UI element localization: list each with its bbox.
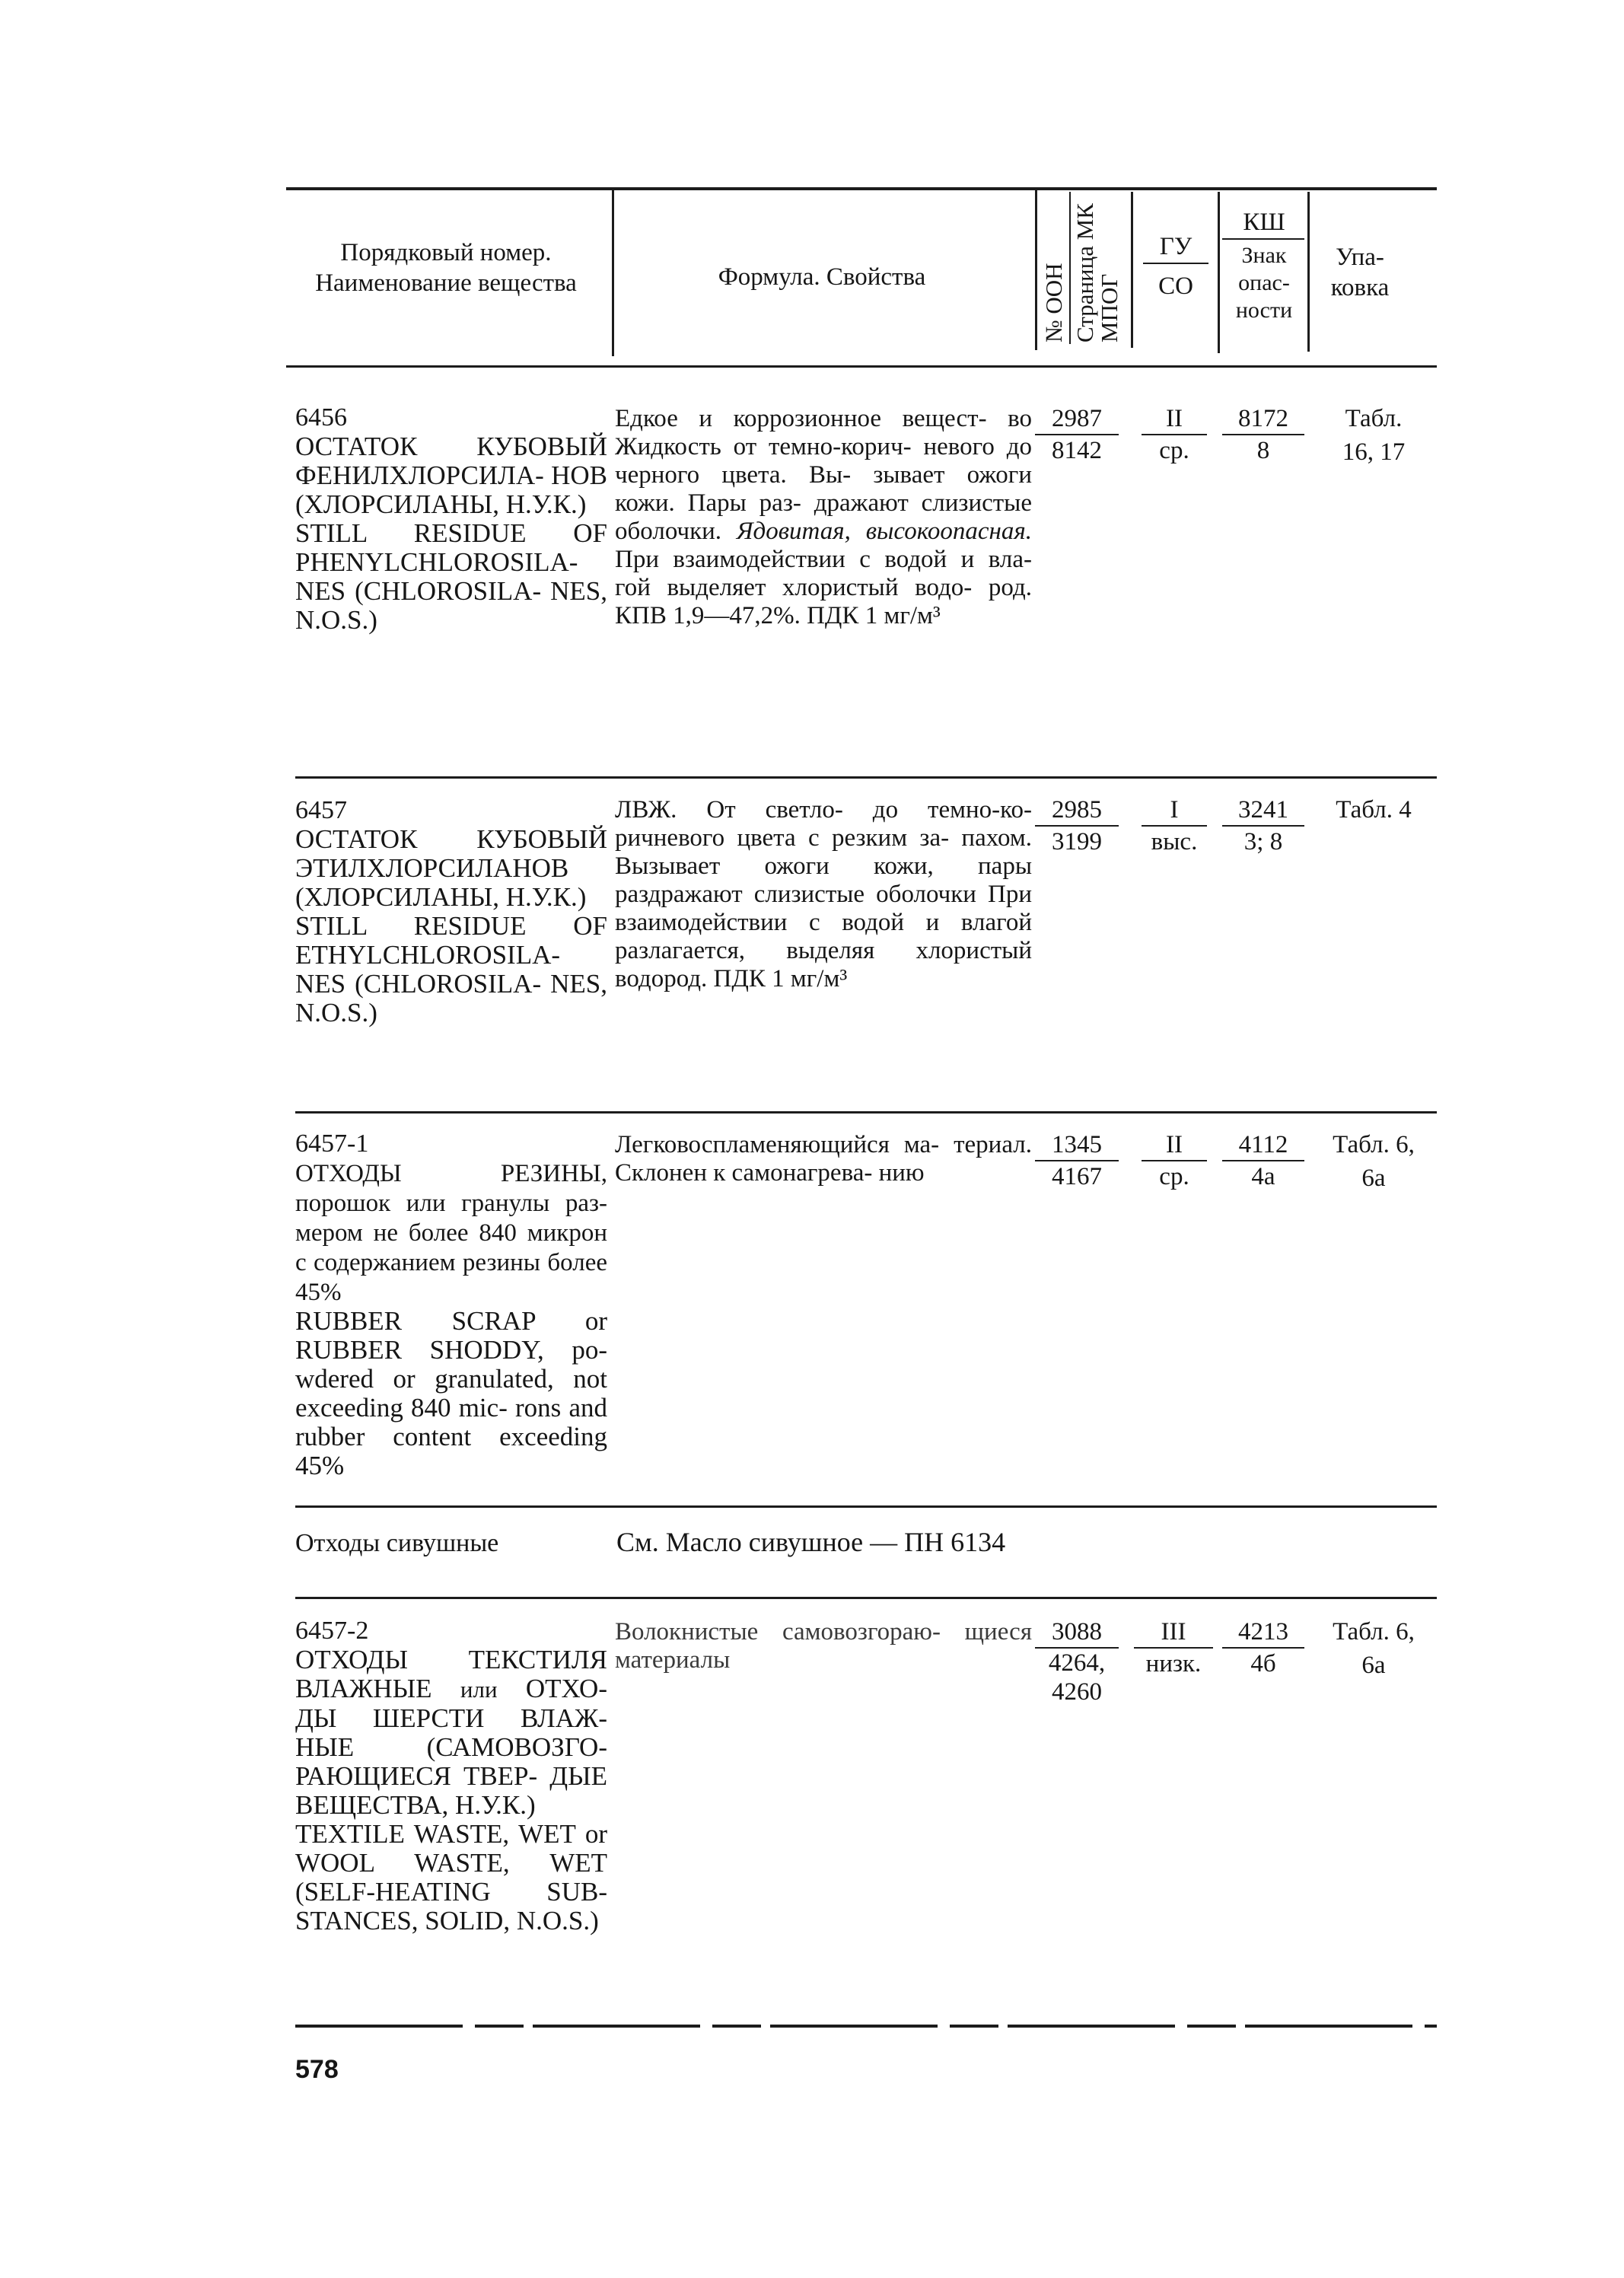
header-formula: Формула. Свойства <box>718 263 926 291</box>
so-value: ср. <box>1159 437 1189 464</box>
entry-name <box>295 403 607 635</box>
header-sign: Знак опас- ности <box>1235 243 1293 323</box>
header-divider <box>1218 192 1220 353</box>
entry-name-or: или <box>431 1676 526 1703</box>
packing: Табл. 6, 6а <box>1333 1131 1415 1192</box>
entry-name <box>295 796 607 1027</box>
header-ksh-rule <box>1222 238 1304 240</box>
un-page-fraction <box>1035 1617 1119 1706</box>
entry-number: 6457-2 <box>295 1617 369 1645</box>
un-number: 3088 <box>1035 1617 1119 1649</box>
packing: Табл. 16, 17 <box>1342 405 1406 466</box>
mk-page: 3199 <box>1052 828 1102 855</box>
page-number: 578 <box>295 2055 339 2084</box>
header-un: № ООН <box>1040 263 1067 342</box>
entry-name-ru: ОТХОДЫ РЕЗИНЫ, <box>295 1160 607 1187</box>
gu-value: II <box>1142 403 1207 435</box>
hazard-sign: 4а <box>1251 1163 1275 1190</box>
ksh-value: 8172 <box>1222 403 1304 435</box>
ksh-value: 3241 <box>1222 795 1304 827</box>
entry-name-en: RUBBER SCRAP or RUBBER SHODDY, po- wdered or granulated, not exceeding 840 mic- rons and rubber content exceeding 45% <box>295 1306 607 1480</box>
gu-so-fraction <box>1142 795 1207 857</box>
un-page-fraction <box>1035 795 1119 857</box>
un-number: 1345 <box>1035 1129 1119 1161</box>
header-name: Порядковый номер. Наименование вещества <box>315 239 577 297</box>
gu-value: III <box>1134 1617 1213 1649</box>
header-gu: ГУ <box>1159 233 1193 260</box>
entry-name <box>295 1617 607 1936</box>
un-page-fraction <box>1035 1129 1119 1192</box>
gu-so-fraction <box>1142 403 1207 466</box>
gu-value: I <box>1142 795 1207 827</box>
ksh-sign-fraction <box>1222 795 1304 857</box>
header-page: Страница МК МПОГ <box>1072 203 1122 342</box>
entry-formula: Волокнистые самовозгораю- щиеся материалы <box>615 1618 1032 1674</box>
mk-page: 4167 <box>1052 1163 1102 1190</box>
entry-formula: Легковоспламеняющийся ма- териал. Склонен к самонагрева- нию <box>615 1131 1032 1187</box>
reference-text: См. Масло сивушное — ПН 6134 <box>616 1527 1006 1557</box>
mk-page: 4264, 4260 <box>1048 1649 1106 1706</box>
entry-number: 6456 <box>295 403 347 432</box>
un-number: 2985 <box>1035 795 1119 827</box>
hazard-sign: 4б <box>1250 1650 1276 1677</box>
entry-name-desc: порошок или гранулы раз- мером не более 840 микрон с содержанием резины более 45% <box>295 1190 607 1306</box>
gu-so-fraction <box>1142 1129 1207 1192</box>
ksh-sign-fraction <box>1222 403 1304 466</box>
so-value: ср. <box>1159 1163 1189 1190</box>
header-divider <box>1307 192 1310 352</box>
packing: Табл. 4 <box>1336 796 1412 824</box>
header-ksh: КШ <box>1243 209 1285 236</box>
header-divider <box>1131 192 1133 348</box>
hazard-sign: 8 <box>1256 437 1270 464</box>
un-page-fraction <box>1035 403 1119 466</box>
ksh-sign-fraction <box>1222 1617 1304 1679</box>
so-value: выс. <box>1151 828 1198 855</box>
entry-name-ru-alt: ОТХО- ДЫ ШЕРСТИ ВЛАЖ- НЫЕ (САМОВОЗГО- РАЮЩИЕСЯ ТВЕР- ДЫЕ ВЕЩЕСТВА, Н.У.К.) <box>295 1674 607 1820</box>
ksh-value: 4112 <box>1222 1129 1304 1161</box>
gu-so-fraction <box>1134 1617 1213 1679</box>
header-divider <box>612 190 614 356</box>
row-separator <box>295 776 1437 779</box>
entry-number: 6457 <box>295 796 347 824</box>
row-separator <box>295 1505 1437 1508</box>
header-gu-rule <box>1143 263 1208 264</box>
entry-name-en: TEXTILE WASTE, WET or WOOL WASTE, WET (SELF-HEATING SUB- STANCES, SOLID, N.O.S.) <box>295 1819 607 1936</box>
entry-name <box>295 1129 607 1480</box>
table-top-rule <box>286 187 1437 190</box>
row-separator <box>295 1111 1437 1114</box>
entry-number: 6457-1 <box>295 1129 369 1158</box>
entry-formula: Едкое и коррозионное вещест- во Жидкость от темно-корич- невого до черного цвета. Вы- зывает ожоги кожи. Пары раз- дражают слизистые оболочки. Ядовитая, высокоопасная. При взаимодействии с водой и вла- гой выделяет хлористый водо- род. КПВ 1,9—47,2%. ПДК 1 мг/м³ <box>615 405 1032 629</box>
header-so: СО <box>1158 272 1193 300</box>
header-divider <box>1069 192 1071 344</box>
reference-name: Отходы сивушные <box>295 1529 499 1557</box>
entry-name-en: STILL RESIDUE OF PHENYLCHLOROSILA- NES (CHLOROSILA- NES, N.O.S.) <box>295 518 607 635</box>
entry-name-en: STILL RESIDUE OF ETHYLCHLOROSILA- NES (CHLOROSILA- NES, N.O.S.) <box>295 911 607 1027</box>
un-number: 2987 <box>1035 403 1119 435</box>
header-divider <box>1035 190 1037 350</box>
table-bottom-rule <box>295 2025 1437 2028</box>
entry-name-ru: ОТХОДЫ ТЕКСТИЛЯ ВЛАЖНЫЕ <box>295 1645 607 1703</box>
entry-name-ru: ОСТАТОК КУБОВЫЙ ЭТИЛХЛОРСИЛАНОВ (ХЛОРСИЛАНЫ, Н.У.К.) <box>295 824 607 912</box>
header-pack: Упа- ковка <box>1330 244 1390 301</box>
hazard-sign: 3; 8 <box>1243 828 1283 855</box>
entry-formula: ЛВЖ. От светло- до темно-ко- ричневого цвета с резким за- пахом. Вызывает ожоги кожи, пары раздражают слизистые оболочки При взаимодействии с водой и влагой разлагается, выделяя хлористый водород. ПДК 1 мг/м³ <box>615 796 1032 992</box>
header-bottom-rule <box>286 365 1437 368</box>
ksh-value: 4213 <box>1222 1617 1304 1649</box>
row-separator <box>295 1597 1437 1599</box>
packing: Табл. 6, 6а <box>1333 1618 1415 1679</box>
mk-page: 8142 <box>1052 437 1102 464</box>
gu-value: II <box>1142 1129 1207 1161</box>
so-value: низк. <box>1145 1650 1202 1677</box>
entry-name-ru: ОСТАТОК КУБОВЫЙ ФЕНИЛХЛОРСИЛА- НОВ (ХЛОРСИЛАНЫ, Н.У.К.) <box>295 432 607 519</box>
ksh-sign-fraction <box>1222 1129 1304 1192</box>
